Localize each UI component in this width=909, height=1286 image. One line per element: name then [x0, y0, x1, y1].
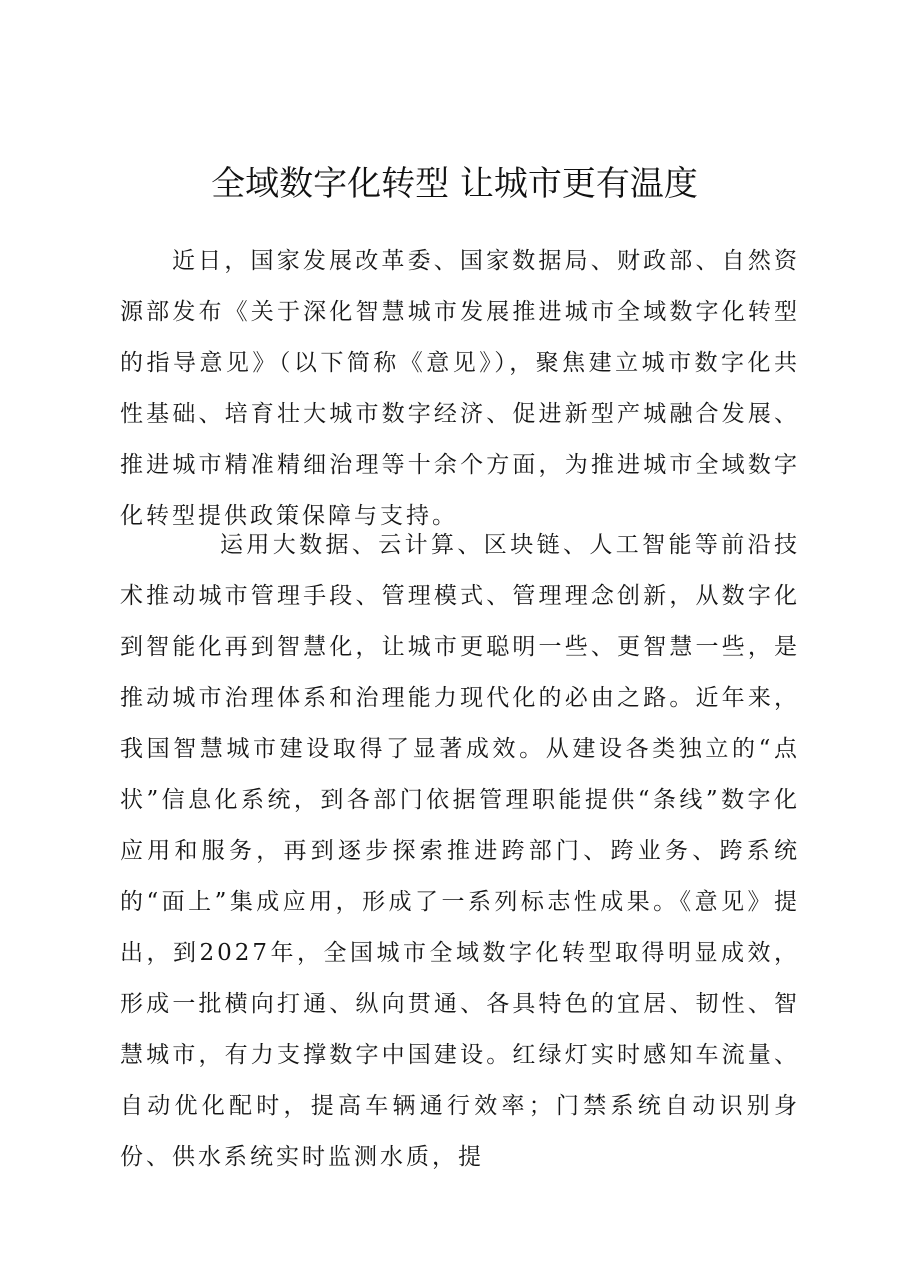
document-title: 全域数字化转型 让城市更有温度 [211, 164, 698, 204]
paragraph-2: 运用大数据、云计算、区块链、人工智能等前沿技术推动城市管理手段、管理模式、管理理念创新，从数字化到智能化再到智慧化，让城市更聪明一些、更智慧一些，是推动城市治理体系和治理能力现代化的必由之路。近年来，我国智慧城市建设取得了显著成效。从建设各类独立的“点状”信息化系统，到各部门依据管理职能提供“条线”数字化应用和服务，再到逐步探索推进跨部门、跨业务、跨系统的“面上”集成应用，形成了一系列标志性成果。《意见》提出，到2027年，全国城市全域数字化转型取得明显成效，形成一批横向打通、纵向贯通、各具特色的宜居、韧性、智慧城市，有力支撑数字中国建设。红绿灯实时感知车流量、自动优化配时，提高车辆通行效率；门禁系统自动识别身份、供水系统实时监测水质，提 [120, 532, 800, 1170]
paragraph-1: 近日，国家发展改革委、国家数据局、财政部、自然资源部发布《关于深化智慧城市发展推进城市全域数字化转型的指导意见》（以下简称《意见》），聚焦建立城市数字化共性基础、培育壮大城市数字经济、促进新型产城融合发展、推进城市精准精细治理等十余个方面，为推进城市全域数字化转型提供政策保障与支持。 [120, 248, 800, 529]
